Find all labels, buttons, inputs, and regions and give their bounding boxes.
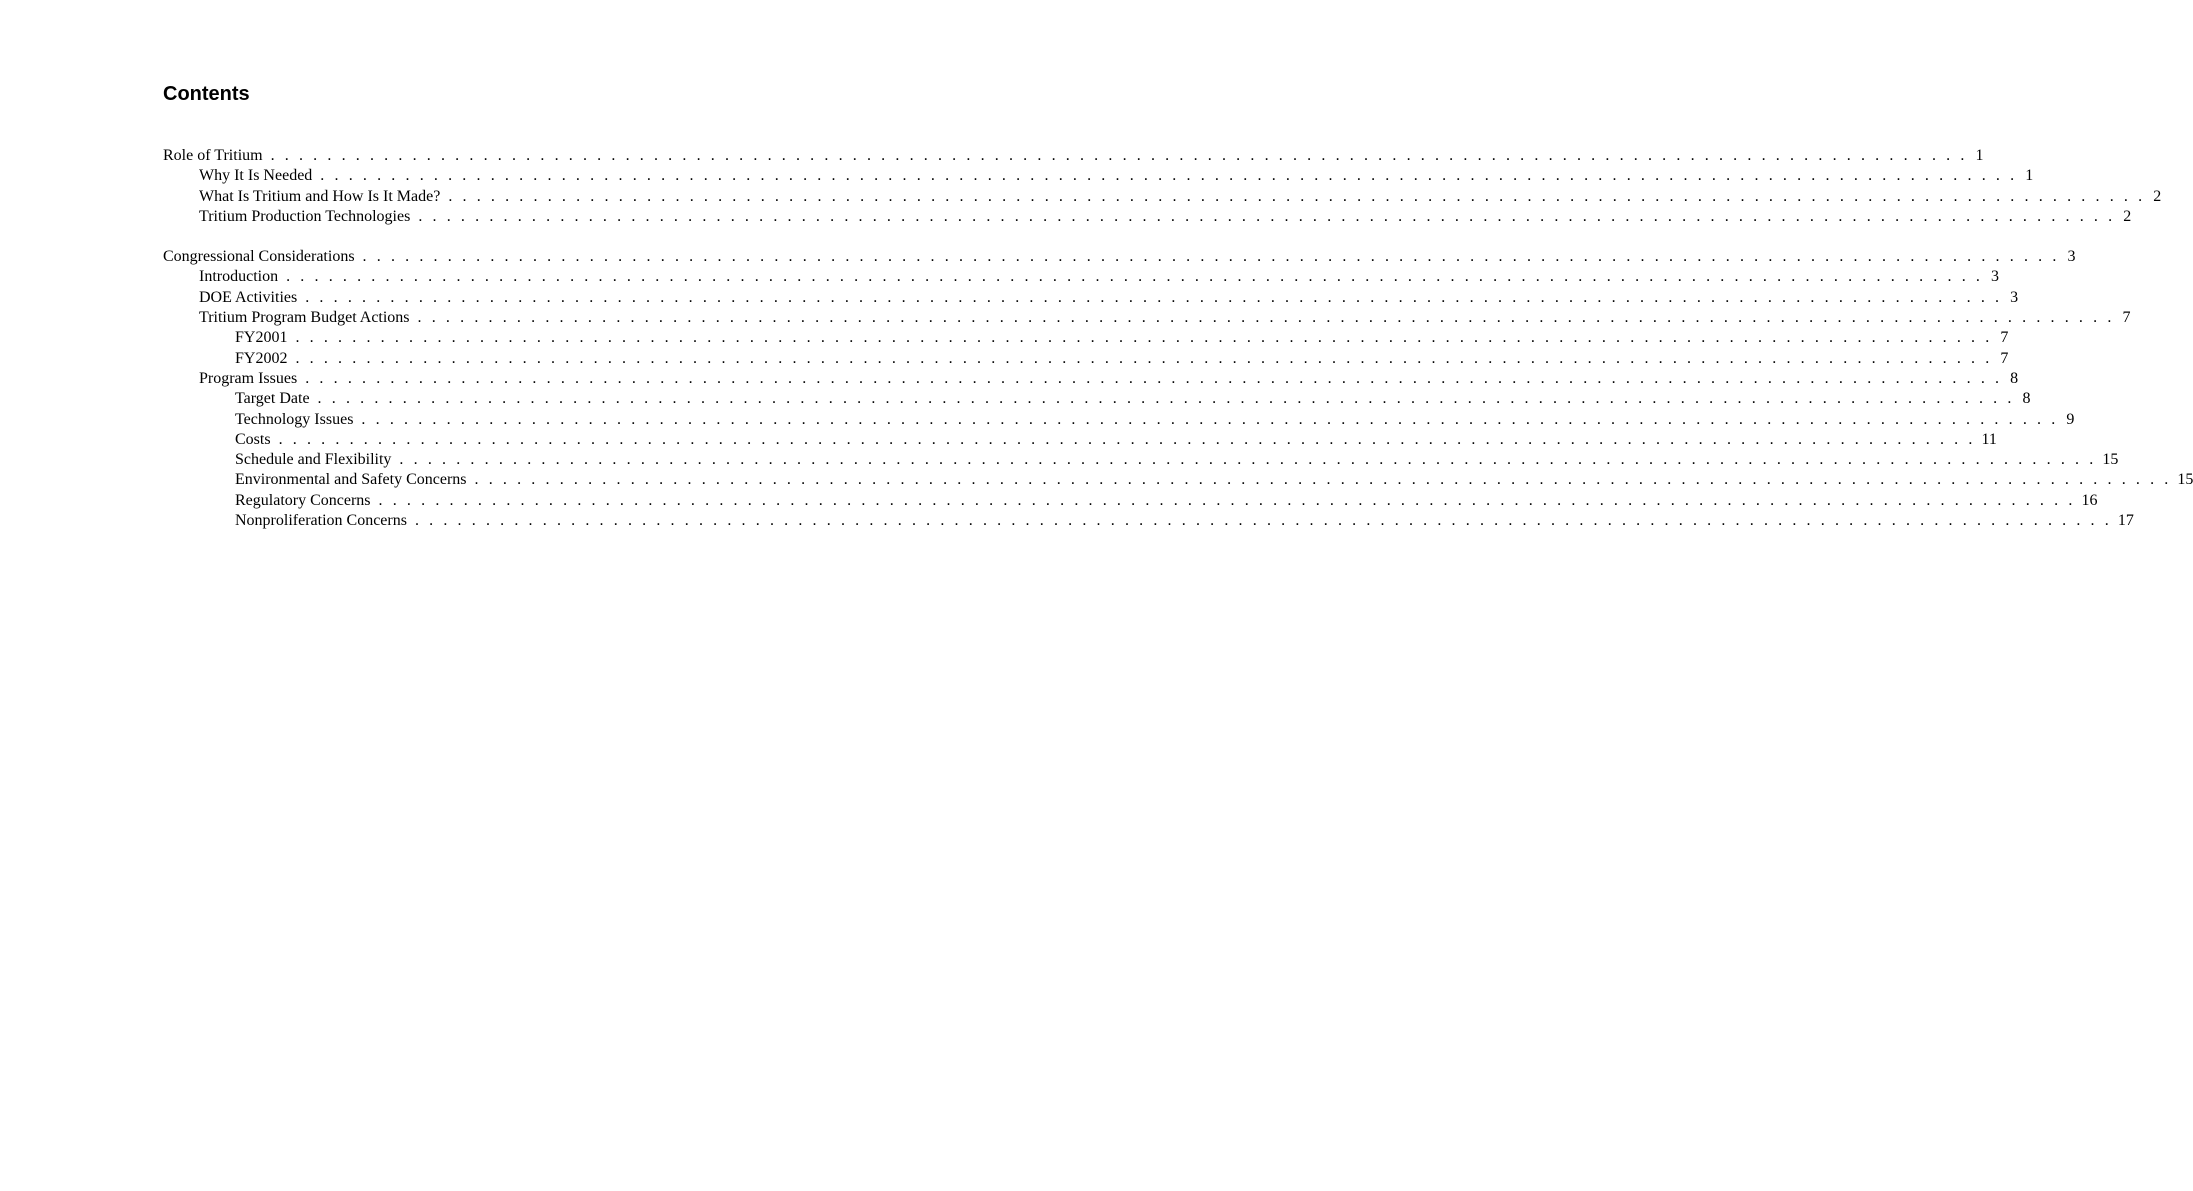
dot-leader: . . . . . . . . . . . . . . . . . . . . . . . . . . . . . . . . . . . . . . . . . . . . . . . . . . . . . . . . . . . . . . . . . . . . . . . . . . . . . . . . . . . . . . . . . . . . . . . . . . . . . . . . . . . . . . . . . . . . . . . . — [448, 187, 2146, 205]
toc-entry-page-number: 3 — [2010, 288, 2019, 306]
toc-entry-page-number: 2 — [2123, 207, 2132, 225]
toc-entry-title: Regulatory Concerns — [235, 491, 371, 509]
dot-leader: . . . . . . . . . . . . . . . . . . . . . . . . . . . . . . . . . . . . . . . . . . . . . . . . . . . . . . . . . . . . . . . . . . . . . . . . . . . . . . . . . . . . . . . . . . . . . . . . . . . . . . . . . . . . . . . . . . . . . . . . — [418, 207, 2116, 225]
toc-entry-page-number: 7 — [2122, 309, 2131, 327]
toc-entry-title: Program Issues — [199, 369, 298, 387]
toc-entry-title: Schedule and Flexibility — [235, 451, 392, 469]
dot-leader: . . . . . . . . . . . . . . . . . . . . . . . . . . . . . . . . . . . . . . . . . . . . . . . . . . . . . . . . . . . . . . . . . . . . . . . . . . . . . . . . . . . . . . . . . . . . . . . . . . . . . . . . . . . . . . . . . . . . . . . . — [278, 430, 1976, 448]
toc-entry-page-number: 3 — [1991, 268, 1999, 286]
toc-entry-page-number: 15 — [2102, 451, 2119, 469]
dot-leader: . . . . . . . . . . . . . . . . . . . . . . . . . . . . . . . . . . . . . . . . . . . . . . . . . . . . . . . . . . . . . . . . . . . . . . . . . . . . . . . . . . . . . . . . . . . . . . . . . . . . . . . . . . . . . . . . . . . . . . . . — [295, 349, 1993, 367]
dot-leader: . . . . . . . . . . . . . . . . . . . . . . . . . . . . . . . . . . . . . . . . . . . . . . . . . . . . . . . . . . . . . . . . . . . . . . . . . . . . . . . . . . . . . . . . . . . . . . . . . . . . . . . . . . . . . . . . . . . . . . . . — [295, 329, 1993, 347]
toc-entry-page-number: 1 — [1975, 147, 1984, 164]
toc-entry[interactable] — [163, 308, 2131, 328]
toc-entry-title: Congressional Considerations — [163, 248, 355, 266]
toc-entry-page-number: 1 — [2025, 167, 2034, 185]
toc-entry-title: Nonproliferation Concerns — [235, 512, 407, 530]
toc-entry-page-number: 16 — [2081, 491, 2098, 509]
dot-leader: . . . . . . . . . . . . . . . . . . . . . . . . . . . . . . . . . . . . . . . . . . . . . . . . . . . . . . . . . . . . . . . . . . . . . . . . . . . . . . . . . . . . . . . . . . . . . . . . . . . . . . . . . . . . . . . . . . . . . . . . — [320, 167, 2018, 185]
toc-entry[interactable] — [163, 511, 2134, 531]
toc-entry[interactable] — [163, 491, 2098, 511]
toc-section — [163, 146, 2162, 227]
toc-entry[interactable] — [163, 349, 2009, 369]
toc-entry-page-number: 7 — [2000, 329, 2009, 347]
toc-entry-title: Tritium Production Technologies — [199, 207, 411, 225]
toc-entry-page-number: 8 — [2022, 390, 2031, 408]
dot-leader: . . . . . . . . . . . . . . . . . . . . . . . . . . . . . . . . . . . . . . . . . . . . . . . . . . . . . . . . . . . . . . . . . . . . . . . . . . . . . . . . . . . . . . . . . . . . . . . . . . . . . . . . . . . . . . . . . . . . . . . . — [361, 410, 2059, 428]
toc-entry[interactable] — [163, 146, 1984, 166]
table-of-contents — [163, 146, 2193, 551]
toc-entry[interactable] — [163, 389, 2031, 409]
dot-leader: . . . . . . . . . . . . . . . . . . . . . . . . . . . . . . . . . . . . . . . . . . . . . . . . . . . . . . . . . . . . . . . . . . . . . . . . . . . . . . . . . . . . . . . . . . . . . . . . . . . . . . . . . . . . . . . . . . . . . . . . — [417, 309, 2115, 327]
toc-entry-page-number: 3 — [2067, 248, 2076, 266]
toc-entry-title: Role of Tritium — [163, 147, 263, 164]
dot-leader: . . . . . . . . . . . . . . . . . . . . . . . . . . . . . . . . . . . . . . . . . . . . . . . . . . . . . . . . . . . . . . . . . . . . . . . . . . . . . . . . . . . . . . . . . . . . . . . . . . . . . . . . . . . . . . . . . . . . . . . . — [270, 147, 1968, 164]
toc-entry[interactable] — [163, 369, 2019, 389]
toc-entry[interactable] — [163, 207, 2132, 227]
dot-leader: . . . . . . . . . . . . . . . . . . . . . . . . . . . . . . . . . . . . . . . . . . . . . . . . . . . . . . . . . . . . . . . . . . . . . . . . . . . . . . . . . . . . . . . . . . . . . . . . . . . . . . . . . . . . . . . . . . . . . . . . — [305, 288, 2003, 306]
toc-entry[interactable] — [163, 247, 2076, 267]
toc-entry-page-number: 17 — [2117, 512, 2134, 530]
toc-entry[interactable] — [163, 450, 2119, 470]
toc-entry[interactable] — [163, 166, 2034, 186]
dot-leader: . . . . . . . . . . . . . . . . . . . . . . . . . . . . . . . . . . . . . . . . . . . . . . . . . . . . . . . . . . . . . . . . . . . . . . . . . . . . . . . . . . . . . . . . . . . . . . . . . . . . . . . . . . . . . . . . . . . . . . . . — [414, 512, 2112, 530]
toc-entry-title: FY2001 — [235, 329, 288, 347]
toc-entry-title: DOE Activities — [199, 288, 298, 306]
toc-entry-title: Why It Is Needed — [199, 167, 313, 185]
toc-entry[interactable] — [163, 430, 1997, 450]
toc-entry-title: What Is Tritium and How Is It Made? — [199, 187, 441, 205]
toc-entry-title: Introduction — [199, 268, 279, 286]
dot-leader: . . . . . . . . . . . . . . . . . . . . . . . . . . . . . . . . . . . . . . . . . . . . . . . . . . . . . . . . . . . . . . . . . . . . . . . . . . . . . . . . . . . . . . . . . . . . . . . . . . . . . . . . . . . . . . . . . . . . . . . . — [286, 268, 1983, 286]
toc-section — [163, 247, 2193, 531]
toc-entry-page-number: 8 — [2010, 369, 2019, 387]
toc-entry[interactable] — [163, 187, 2162, 207]
toc-entry-page-number: 15 — [2177, 471, 2193, 489]
toc-entry-title: Tritium Program Budget Actions — [199, 309, 410, 327]
toc-entry-page-number: 2 — [2153, 187, 2162, 205]
toc-entry-title: FY2002 — [235, 349, 288, 367]
toc-entry-title: Target Date — [235, 390, 310, 408]
dot-leader: . . . . . . . . . . . . . . . . . . . . . . . . . . . . . . . . . . . . . . . . . . . . . . . . . . . . . . . . . . . . . . . . . . . . . . . . . . . . . . . . . . . . . . . . . . . . . . . . . . . . . . . . . . . . . . . . . . . . . . . . — [378, 491, 2076, 509]
toc-entry-title: Costs — [235, 430, 271, 448]
toc-entry[interactable] — [163, 410, 2075, 430]
dot-leader: . . . . . . . . . . . . . . . . . . . . . . . . . . . . . . . . . . . . . . . . . . . . . . . . . . . . . . . . . . . . . . . . . . . . . . . . . . . . . . . . . . . . . . . . . . . . . . . . . . . . . . . . . . . . . . . . . . . . . . . . — [474, 471, 2172, 489]
toc-entry[interactable] — [163, 470, 2193, 490]
dot-leader: . . . . . . . . . . . . . . . . . . . . . . . . . . . . . . . . . . . . . . . . . . . . . . . . . . . . . . . . . . . . . . . . . . . . . . . . . . . . . . . . . . . . . . . . . . . . . . . . . . . . . . . . . . . . . . . . . . . . . . . . — [317, 390, 2015, 408]
toc-entry-page-number: 9 — [2066, 410, 2075, 428]
dot-leader: . . . . . . . . . . . . . . . . . . . . . . . . . . . . . . . . . . . . . . . . . . . . . . . . . . . . . . . . . . . . . . . . . . . . . . . . . . . . . . . . . . . . . . . . . . . . . . . . . . . . . . . . . . . . . . . . . . . . . . . . — [362, 248, 2060, 266]
toc-entry-title: Environmental and Safety Concerns — [235, 471, 467, 489]
page-title: Contents — [163, 83, 250, 105]
toc-entry[interactable] — [163, 288, 2019, 308]
toc-entry-page-number: 7 — [2000, 349, 2009, 367]
toc-entry-title: Technology Issues — [235, 410, 354, 428]
toc-entry[interactable] — [163, 328, 2009, 348]
toc-entry-page-number: 11 — [1981, 430, 1997, 448]
dot-leader: . . . . . . . . . . . . . . . . . . . . . . . . . . . . . . . . . . . . . . . . . . . . . . . . . . . . . . . . . . . . . . . . . . . . . . . . . . . . . . . . . . . . . . . . . . . . . . . . . . . . . . . . . . . . . . . . . . . . . . . . — [399, 451, 2097, 469]
toc-entry[interactable] — [163, 267, 1999, 287]
dot-leader: . . . . . . . . . . . . . . . . . . . . . . . . . . . . . . . . . . . . . . . . . . . . . . . . . . . . . . . . . . . . . . . . . . . . . . . . . . . . . . . . . . . . . . . . . . . . . . . . . . . . . . . . . . . . . . . . . . . . . . . . — [305, 369, 2003, 387]
